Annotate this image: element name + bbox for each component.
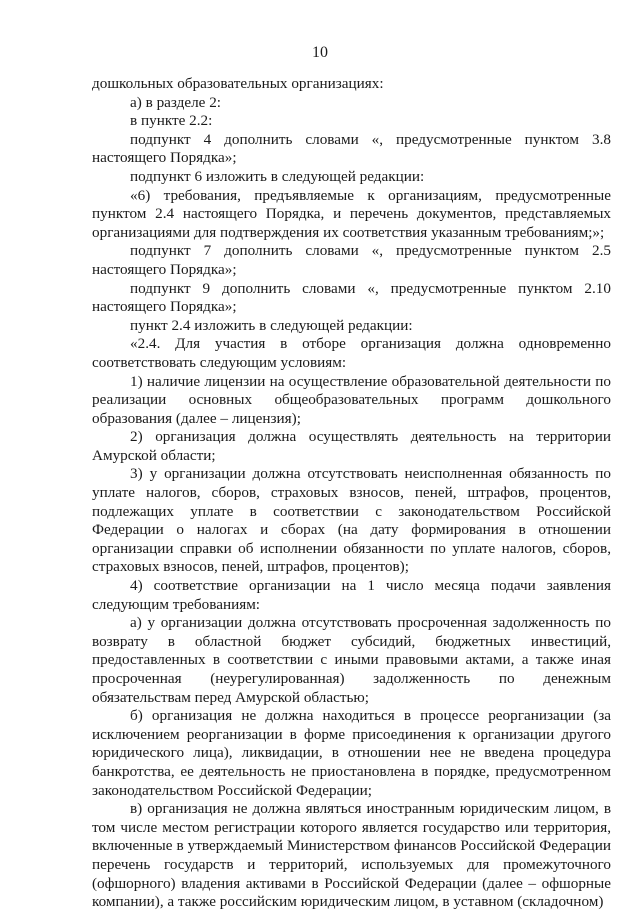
paragraph: б) организация не должна находиться в процессе реорганизации (за исключением реорганизации в форме присоединения к организации другого юридического лица), ликвидации, в отношении нее не введена процедура банкротства, ее деятельность не приостановлена в порядке, предусмотренном законодательством Российской Федерации; bbox=[92, 707, 611, 799]
paragraph: пункт 2.4 изложить в следующей редакции: bbox=[130, 316, 413, 334]
paragraph: 1) наличие лицензии на осуществление образовательной деятельности по реализации основных общеобразовательных программ дошкольного образования (далее – лицензия); bbox=[92, 372, 611, 427]
paragraph: подпункт 6 изложить в следующей редакции: bbox=[130, 167, 425, 185]
paragraph: 3) у организации должна отсутствовать неисполненная обязанность по уплате налогов, сборов, страховых взносов, пеней, штрафов, процентов, подлежащих уплате в соответствии с законодательством Российской Федерации о налогах и сборах (на дату формирования в отношении организации справки об исполнении обязанности по уплате налогов, сборов, страховых взносов, пеней, штрафов, процентов); bbox=[92, 465, 611, 576]
paragraph: в пункте 2.2: bbox=[130, 112, 213, 130]
paragraph: подпункт 7 дополнить словами «, предусмотренные пунктом 2.5 настоящего Порядка»; bbox=[92, 242, 611, 278]
paragraph: а) в разделе 2: bbox=[130, 93, 222, 111]
paragraph: «2.4. Для участия в отборе организация должна одновременно соответствовать следующим условиям: bbox=[92, 335, 611, 371]
document-body bbox=[92, 75, 611, 912]
paragraph: дошкольных образовательных организациях: bbox=[92, 75, 384, 92]
paragraph: а) у организации должна отсутствовать просроченная задолженность по возврату в областной бюджет субсидий, бюджетных инвестиций, предоставленных в соответствии с иными правовыми актами, а также иная просроченная (неурегулированная) задолженность по денежным обязательствам перед Амурской областью; bbox=[92, 614, 611, 706]
paragraph: 4) соответствие организации на 1 число месяца подачи заявления следующим требованиям: bbox=[92, 577, 611, 613]
paragraph: подпункт 4 дополнить словами «, предусмотренные пунктом 3.8 настоящего Порядка»; bbox=[92, 130, 611, 167]
paragraph: 2) организация должна осуществлять деятельность на территории Амурской области; bbox=[92, 428, 611, 464]
paragraph: «6) требования, предъявляемые к организациям, предусмотренные пунктом 2.4 настоящего Порядка, и перечень документов, представляемых организациями для подтверждения их соответствия указанным требованиям;»; bbox=[92, 186, 611, 241]
page-number: 10 bbox=[312, 44, 328, 61]
paragraph: в) организация не должна являться иностранным юридическим лицом, в том числе местом регистрации которого является государство или территория, включенные в утверждаемый Министерством финансов Российской Федерации перечень государств и территорий, используемых для промежуточного (офшорного) владения активами в Российской Федерации (далее – офшорные компании), а также российским юридическим лицом, в уставном (складочном) bbox=[92, 800, 611, 911]
paragraph: подпункт 9 дополнить словами «, предусмотренные пунктом 2.10 настоящего Порядка»; bbox=[92, 279, 611, 316]
